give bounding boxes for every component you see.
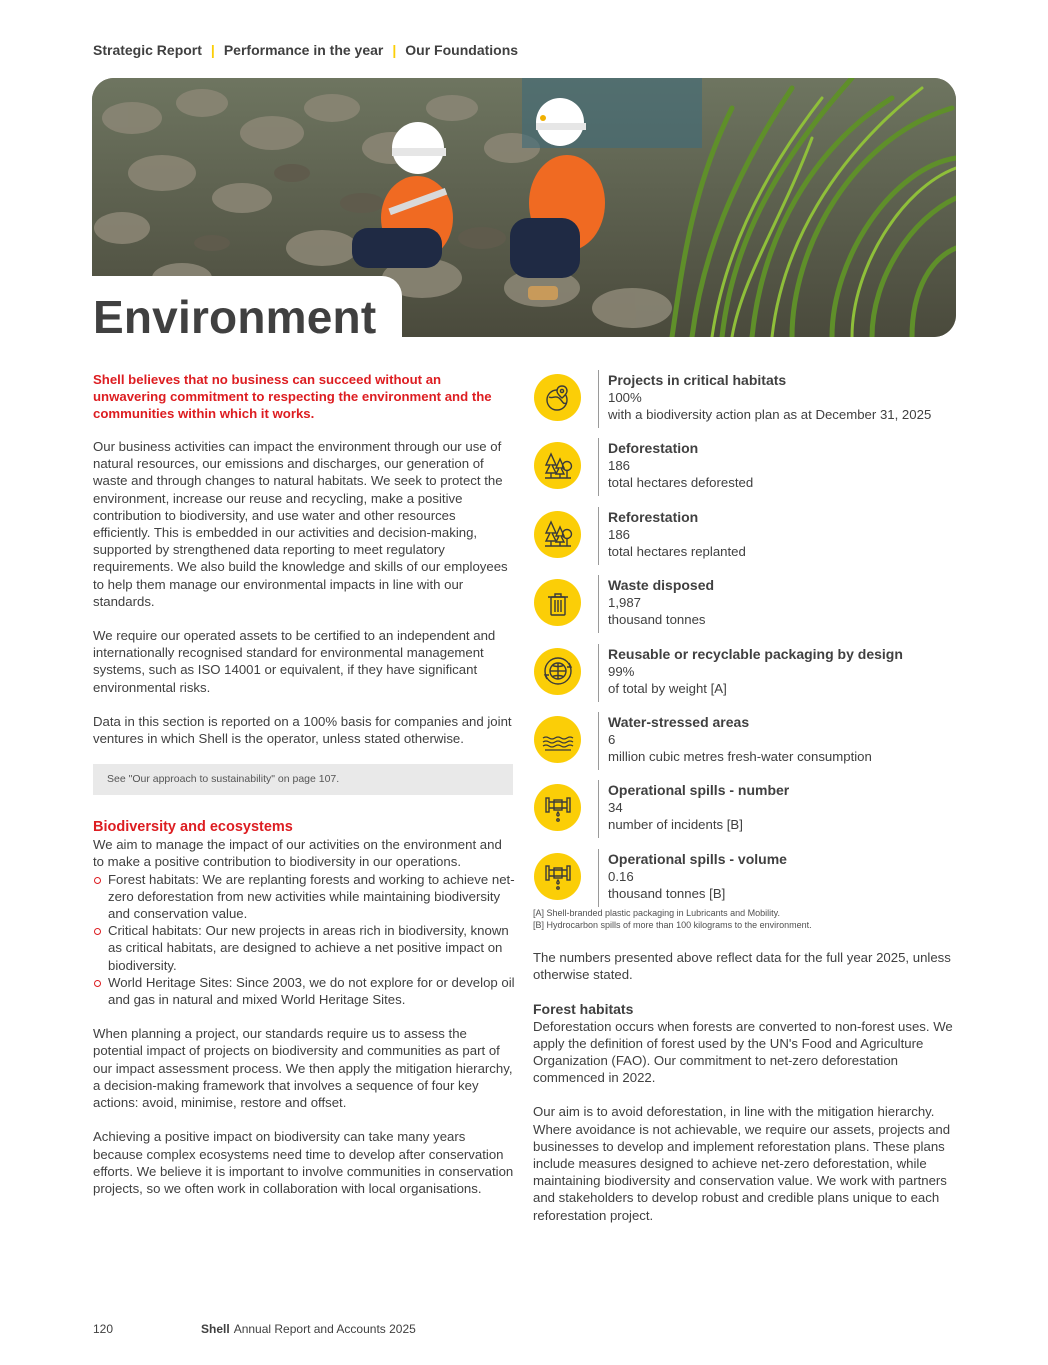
intro-statement: Shell believes that no business can succeed without an unwavering commitment to respecting the environment and the communities within which it works.	[93, 372, 492, 421]
section-heading-biodiversity: Biodiversity and ecosystems	[93, 819, 293, 836]
document-title: Annual Report and Accounts 2025	[233, 1322, 416, 1336]
paragraph-reporting-basis: Data in this section is reported on a 100% basis for companies and joint ventures in which Shell is the operator, unless stated otherwise.	[93, 713, 512, 747]
kpi-title: Reusable or recyclable packaging by design	[608, 645, 903, 662]
kpi-description: thousand tonnes [B]	[608, 885, 726, 901]
biodiversity-list	[93, 871, 515, 1009]
kpi-title: Waste disposed	[608, 577, 715, 594]
page-number: 120	[93, 1322, 114, 1336]
kpi-description: number of incidents [B]	[608, 817, 743, 833]
breadcrumb-item-strategic-report[interactable]: Strategic Report	[93, 42, 202, 58]
kpi-description: thousand tonnes	[608, 612, 706, 628]
breadcrumb-item-performance[interactable]: Performance in the year	[223, 42, 384, 58]
paragraph-numbers-note: The numbers presented above reflect data for the full year 2025, unless otherwise stated.	[533, 950, 951, 983]
kpi-divider	[598, 507, 599, 565]
kpi-title: Projects in critical habitats	[608, 372, 787, 388]
kpi-title: Operational spills - volume	[608, 850, 787, 867]
kpi-deforestation	[533, 438, 955, 506]
kpi-water-stressed	[533, 712, 955, 780]
kpi-value: 0.16	[608, 868, 634, 884]
kpi-description: of total by weight [A]	[608, 680, 727, 696]
footnote-b: [B] Hydrocarbon spills of more than 100 kilograms to the environment.	[533, 919, 812, 930]
kpi-value: 6	[608, 731, 616, 747]
kpi-value: 34	[608, 800, 623, 816]
kpi-description: million cubic metres fresh-water consumption	[608, 748, 872, 764]
page-title: Environment	[93, 291, 377, 343]
bin-icon	[534, 579, 581, 626]
paragraph-biodiversity-intro: We aim to manage the impact of our activities on the environment and to make a positive contribution to biodiversity in our operations.	[93, 837, 502, 870]
kpi-spills-volume	[533, 849, 955, 917]
kpi-divider	[598, 849, 599, 907]
kpi-reforestation	[533, 507, 955, 575]
cross-reference-note[interactable]: See "Our approach to sustainability" on page 107.	[93, 764, 513, 795]
paragraph-reforestation-plans: Our aim is to avoid deforestation, in line with the mitigation hierarchy. Where avoidance is not achievable, we require our assets, projects and businesses to develop and implement reforestation plans. These plans include measures designed to achieve net-zero deforestation, while maintaining biodiversity and conservation value. We work with partners and stakeholders to develop robust and credible plans unique to each reforestation project.	[533, 1104, 951, 1223]
paragraph-deforestation-definition: Deforestation occurs when forests are converted to non-forest uses. We apply the definition of forest used by the UN's Food and Agriculture Organization (FAO). Our commitment to net-zero deforestation commenced in 2022.	[533, 1018, 953, 1086]
paragraph-positive-impact: Achieving a positive impact on biodiversity can take many years because complex ecosystems need time to develop after conservation efforts. We believe it is important to involve communities in conservation projects, so we often work in collaboration with local organisations.	[93, 1129, 514, 1196]
kpi-value: 99%	[608, 663, 635, 679]
kpi-title: Deforestation	[608, 440, 699, 457]
kpi-divider	[598, 370, 599, 428]
kpi-title: Reforestation	[608, 508, 699, 525]
kpi-waste-disposed	[533, 575, 955, 643]
kpi-value: 100%	[608, 390, 642, 405]
trees-icon	[534, 511, 581, 558]
paragraph-mitigation-hierarchy: When planning a project, our standards require us to assess the potential impact of projects on biodiversity and communities as part of our impact assessment process. We then apply the mitigation hierarchy, a decision-making framework that involves a sequence of four key actions: avoid, minimise, restore and offset.	[93, 1026, 513, 1111]
paragraph-impact: Our business activities can impact the environment through our use of natural resources, our emissions and discharges, our generation of waste and through changes to natural habitats. We seek to protect the environment, increase our reuse and recycling, make a positive contribution to biodiversity, and use water and other resources efficiently. This is embedded in our activities and decision-making, supported by strengthened data reporting to meet regulatory requirements. We also build the knowledge and skills of our employees to help them manage our environmental impacts in line with our standards.	[93, 439, 508, 609]
breadcrumb-item-foundations[interactable]: Our Foundations	[405, 42, 519, 58]
brand-name: Shell	[201, 1322, 230, 1336]
kpi-title: Water-stressed areas	[608, 713, 750, 730]
breadcrumb	[93, 42, 518, 58]
list-item: World Heritage Sites: Since 2003, we do not explore for or develop oil and gas in natural and mixed World Heritage Sites.	[93, 974, 515, 1008]
pipe-leak-icon	[534, 784, 581, 831]
recycle-globe-icon	[534, 648, 581, 695]
right-column	[533, 370, 955, 1241]
breadcrumb-separator: |	[392, 42, 397, 58]
kpi-description: total hectares deforested	[608, 475, 754, 491]
kpi-value: 1,987	[608, 595, 642, 611]
page-footer	[93, 1322, 416, 1336]
kpi-title: Operational spills - number	[608, 782, 790, 799]
kpi-packaging	[533, 644, 955, 712]
water-icon	[534, 716, 581, 763]
left-column	[93, 371, 515, 1214]
list-item: Forest habitats: We are replanting forests and working to achieve net-zero deforestation from new activities while maintaining biodiversity and conservation value.	[93, 871, 515, 923]
kpi-spills-number	[533, 780, 955, 848]
kpi-divider	[598, 780, 599, 838]
kpi-divider	[598, 438, 599, 496]
kpi-description: with a biodiversity action plan as at December 31, 2025	[608, 407, 932, 422]
kpi-divider	[598, 644, 599, 702]
kpi-description: total hectares replanted	[608, 543, 746, 559]
kpi-critical-habitats	[533, 370, 955, 438]
paragraph-certification: We require our operated assets to be certified to an independent and internationally recognised standard for environmental management systems, such as ISO 14001 or equivalent, if they have significant environmental risks.	[93, 628, 496, 695]
kpi-divider	[598, 575, 599, 633]
kpi-value: 186	[608, 526, 631, 542]
kpi-divider	[598, 712, 599, 770]
breadcrumb-separator: |	[210, 42, 215, 58]
footnote-a: [A] Shell-branded plastic packaging in Lubricants and Mobility.	[533, 908, 780, 919]
list-item: Critical habitats: Our new projects in areas rich in biodiversity, known as critical habitats, are designed to achieve a net positive impact on biodiversity.	[93, 922, 515, 974]
pipe-leak-icon	[534, 853, 581, 900]
section-heading-forest-habitats: Forest habitats	[533, 1000, 634, 1017]
globe-pin-icon	[534, 374, 581, 421]
trees-icon	[534, 442, 581, 489]
kpi-value: 186	[608, 458, 631, 474]
